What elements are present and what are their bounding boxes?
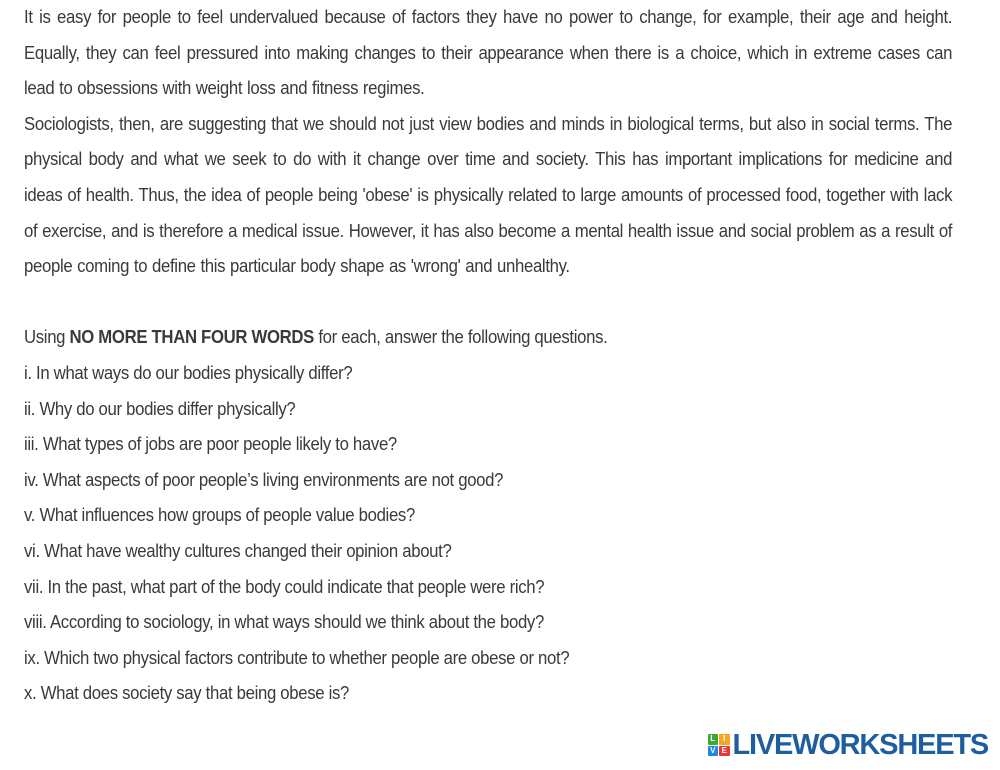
paragraph-2: Sociologists, then, are suggesting that we should not just view bodies and minds in biological terms, but also in social terms. The physical body and what we seek to do with it change over time and society. This has important implications for medicine and ideas of health. Thus, the idea of people being 'obese' is physically related to large amounts of processed food, together with lack of exercise, and is therefore a medical issue. However, it has also become a mental health issue and social problem as a result of people coming to define this particular body shape as 'wrong' and unhealthy.	[24, 113, 953, 277]
question-item: iv. What aspects of poor people’s living environments are not good?	[24, 469, 504, 490]
instruction-prefix: Using	[24, 327, 70, 348]
paragraph-1: It is easy for people to feel undervalued because of factors they have no power to change, for example, their age and height. Equally, they can feel pressured into making changes to their appearance when there is a choice, which in extreme cases can lead to obsessions with weight loss and fitness regimes.	[24, 7, 953, 99]
question-item: x. What does society say that being obese is?	[24, 683, 350, 704]
blank-line	[24, 285, 952, 321]
question-item: vi. What have wealthy cultures changed their opinion about?	[24, 540, 452, 561]
icon-letter-i: I	[719, 734, 730, 745]
instruction-emphasis: NO MORE THAN FOUR WORDS	[69, 327, 315, 348]
worksheet-page	[24, 0, 952, 712]
icon-letter-e: E	[719, 746, 730, 757]
icon-letter-v: V	[708, 746, 719, 757]
question-item: ix. Which two physical factors contribute to whether people are obese or not?	[24, 647, 570, 668]
instruction-line	[24, 320, 887, 356]
live-grid-icon	[708, 734, 730, 756]
question-item: ii. Why do our bodies differ physically?	[24, 398, 296, 419]
question-item: viii. According to sociology, in what ways should we think about the body?	[24, 612, 544, 633]
question-item: i. In what ways do our bodies physically differ?	[24, 362, 353, 383]
question-item: vii. In the past, what part of the body could indicate that people were rich?	[24, 576, 545, 597]
instruction-suffix: for each, answer the following questions.	[314, 327, 608, 348]
liveworksheets-logo[interactable]	[708, 730, 989, 760]
question-item: iii. What types of jobs are poor people likely to have?	[24, 434, 397, 455]
brand-wordmark: LIVEWORKSHEETS	[732, 729, 988, 761]
question-item: v. What influences how groups of people value bodies?	[24, 505, 415, 526]
icon-letter-l: L	[708, 734, 719, 745]
